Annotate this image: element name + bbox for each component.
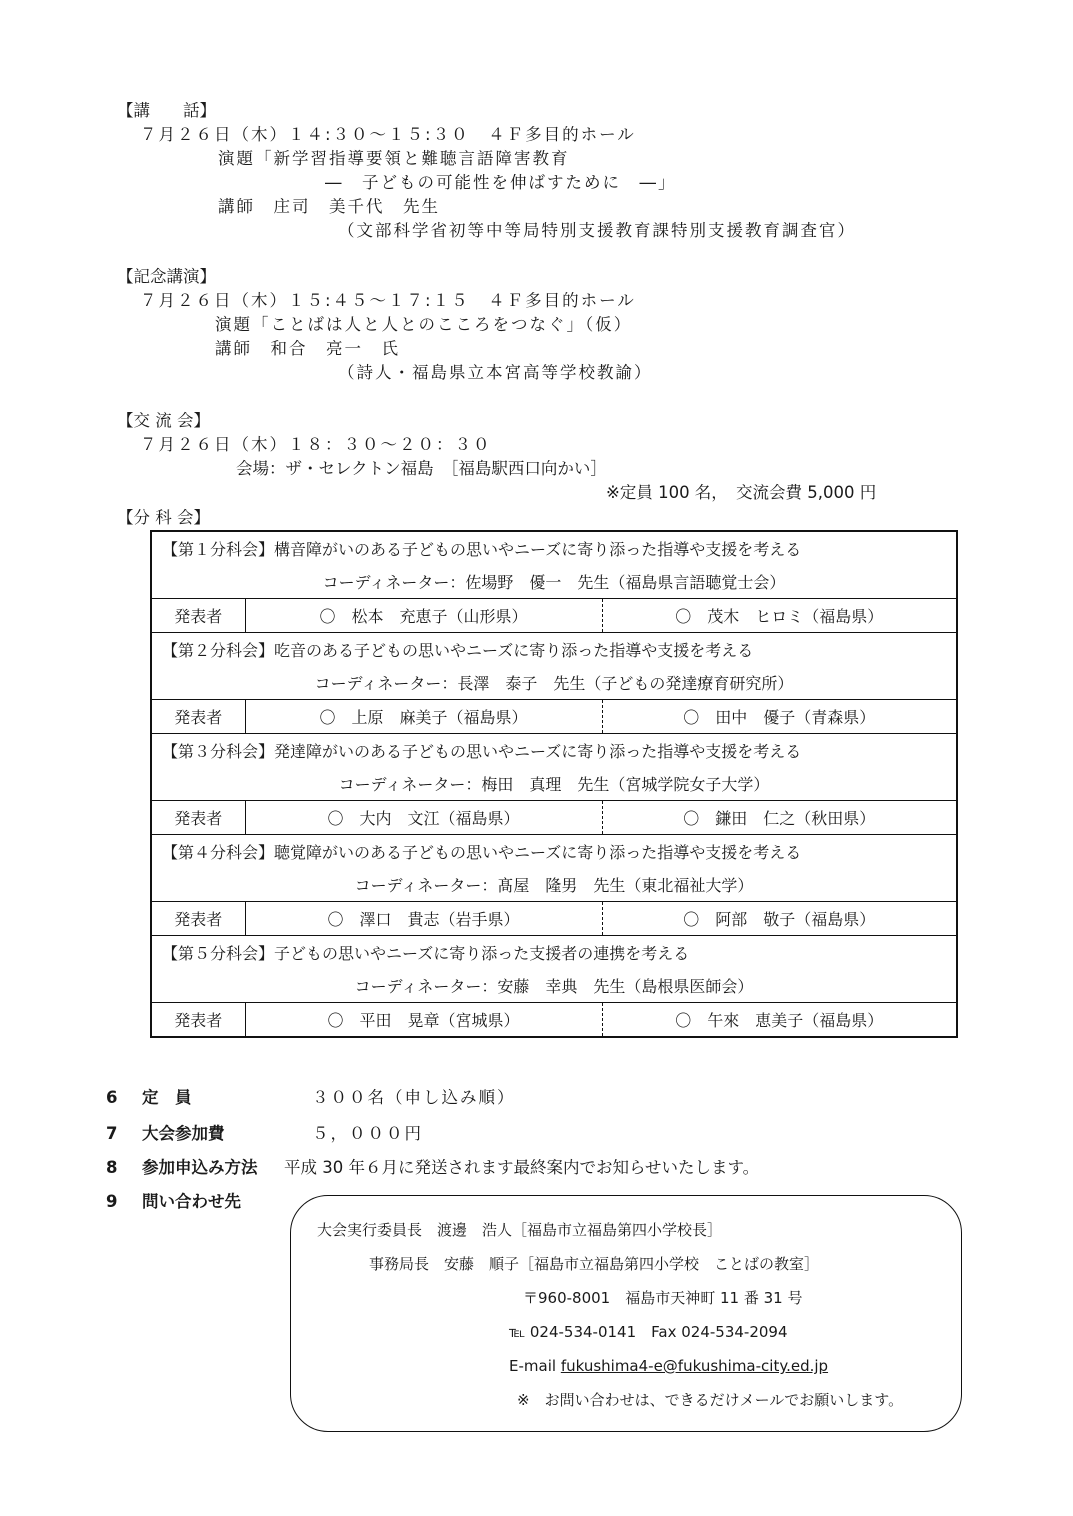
exchange-heading: 【交 流 会】 bbox=[117, 411, 210, 430]
contact-note: ※ お問い合わせは、できるだけメールでお願いします。 bbox=[517, 1391, 904, 1409]
presenter-2: 〇 田中 優子（青森県） bbox=[602, 700, 957, 734]
exchange-note: ※定員 100 名， 交流会費 5,000 円 bbox=[606, 483, 877, 502]
email-label: E-mail bbox=[509, 1357, 557, 1375]
item-7-label: 大会参加費 bbox=[142, 1124, 225, 1143]
exchange-datetime: ７月２６日（木）１８：３０～２０：３０ bbox=[140, 435, 492, 454]
presenter-1: 〇 澤口 貴志（岩手県） bbox=[245, 902, 602, 936]
exchange-venue: 会場：ザ・セレクトン福島 ［福島駅西口向かい］ bbox=[236, 459, 607, 478]
lecture-heading: 【講 話】 bbox=[117, 101, 216, 120]
memorial-title: 演題「ことばは人と人とのこころをつなぐ」（仮） bbox=[215, 315, 633, 334]
session-title: 【第１分科会】構音障がいのある子どもの思いやニーズに寄り添った指導や支援を考える bbox=[151, 531, 957, 565]
session-3-title-row bbox=[151, 734, 957, 768]
session-5-presenter-row bbox=[151, 1003, 957, 1038]
presenter-2: 〇 茂木 ヒロミ（福島県） bbox=[602, 599, 957, 633]
item-6-value: ３００名（申し込み順） bbox=[312, 1088, 516, 1107]
email-link[interactable]: fukushima4-e@fukushima-city.ed.jp bbox=[560, 1357, 829, 1375]
item-8-label: 参加申込み方法 bbox=[142, 1158, 258, 1177]
memorial-heading: 【記念講演】 bbox=[117, 267, 216, 286]
contact-email-line bbox=[509, 1356, 828, 1376]
lecture-title-1: 演題「新学習指導要領と難聴言語障害教育 bbox=[218, 149, 570, 168]
presenter-label: 発表者 bbox=[151, 599, 245, 633]
item-7-value: ５，０００円 bbox=[312, 1124, 423, 1143]
memorial-affiliation: （詩人・福島県立本宮高等学校教諭） bbox=[338, 363, 653, 382]
item-9-number: 9 bbox=[106, 1192, 118, 1211]
session-4-presenter-row bbox=[151, 902, 957, 936]
breakout-heading: 【分 科 会】 bbox=[117, 508, 210, 527]
contact-address: 〒960-8001 福島市天神町 11 番 31 号 bbox=[523, 1289, 803, 1307]
session-4-title-row bbox=[151, 835, 957, 869]
session-coordinator: コーディネーター：佐場野 優一 先生（福島県言語聴覚士会） bbox=[151, 565, 957, 599]
item-8-value: 平成 30 年６月に発送されます最終案内でお知らせいたします。 bbox=[284, 1158, 760, 1177]
presenter-2: 〇 午來 恵美子（福島県） bbox=[602, 1003, 957, 1038]
contact-box bbox=[290, 1195, 962, 1432]
presenter-1: 〇 平田 晃章（宮城県） bbox=[245, 1003, 602, 1038]
session-1-presenter-row bbox=[151, 599, 957, 633]
session-title: 【第２分科会】吃音のある子どもの思いやニーズに寄り添った指導や支援を考える bbox=[151, 633, 957, 667]
presenter-label: 発表者 bbox=[151, 902, 245, 936]
session-3-coordinator-row bbox=[151, 767, 957, 801]
session-coordinator: コーディネーター：安藤 幸典 先生（島根県医師会） bbox=[151, 969, 957, 1003]
lecture-title-2: ― 子どもの可能性を伸ばすために ―」 bbox=[325, 173, 677, 192]
session-title: 【第４分科会】聴覚障がいのある子どもの思いやニーズに寄り添った指導や支援を考える bbox=[151, 835, 957, 869]
session-2-coordinator-row bbox=[151, 666, 957, 700]
memorial-speaker: 講師 和合 亮一 氏 bbox=[215, 339, 400, 358]
presenter-label: 発表者 bbox=[151, 1003, 245, 1038]
session-3-presenter-row bbox=[151, 801, 957, 835]
breakout-table bbox=[150, 530, 958, 1038]
session-title: 【第３分科会】発達障がいのある子どもの思いやニーズに寄り添った指導や支援を考える bbox=[151, 734, 957, 768]
session-5-title-row bbox=[151, 936, 957, 970]
contact-secretary: 事務局長 安藤 順子［福島市立福島第四小学校 ことばの教室］ bbox=[369, 1255, 820, 1273]
session-coordinator: コーディネーター：梅田 真理 先生（宮城学院女子大学） bbox=[151, 767, 957, 801]
session-2-title-row bbox=[151, 633, 957, 667]
presenter-label: 発表者 bbox=[151, 700, 245, 734]
contact-chair: 大会実行委員長 渡邊 浩人［福島市立福島第四小学校長］ bbox=[317, 1221, 723, 1239]
session-2-presenter-row bbox=[151, 700, 957, 734]
session-4-coordinator-row bbox=[151, 868, 957, 902]
presenter-1: 〇 上原 麻美子（福島県） bbox=[245, 700, 602, 734]
lecture-datetime: ７月２６日（木）１４:３０～１５:３０ ４Ｆ多目的ホール bbox=[140, 125, 636, 144]
session-1-coordinator-row bbox=[151, 565, 957, 599]
presenter-label: 発表者 bbox=[151, 801, 245, 835]
session-1-title-row bbox=[151, 531, 957, 565]
presenter-2: 〇 阿部 敬子（福島県） bbox=[602, 902, 957, 936]
presenter-1: 〇 松本 充恵子（山形県） bbox=[245, 599, 602, 633]
session-5-coordinator-row bbox=[151, 969, 957, 1003]
item-9-label: 問い合わせ先 bbox=[142, 1192, 241, 1211]
item-8-number: 8 bbox=[106, 1158, 118, 1177]
session-coordinator: コーディネーター：髙屋 隆男 先生（東北福祉大学） bbox=[151, 868, 957, 902]
contact-phone: ℡ 024-534-0141 Fax 024-534-2094 bbox=[509, 1323, 788, 1341]
session-title: 【第５分科会】子どもの思いやニーズに寄り添った支援者の連携を考える bbox=[151, 936, 957, 970]
item-6-label: 定 員 bbox=[142, 1088, 192, 1107]
lecture-speaker: 講師 庄司 美千代 先生 bbox=[218, 197, 440, 216]
item-7-number: 7 bbox=[106, 1124, 118, 1143]
item-6-number: 6 bbox=[106, 1088, 118, 1107]
presenter-1: 〇 大内 文江（福島県） bbox=[245, 801, 602, 835]
session-coordinator: コーディネーター：長澤 泰子 先生（子どもの発達療育研究所） bbox=[151, 666, 957, 700]
lecture-affiliation: （文部科学省初等中等局特別支援教育課特別支援教育調査官） bbox=[338, 221, 856, 240]
memorial-datetime: ７月２６日（木）１５:４５～１７:１５ ４Ｆ多目的ホール bbox=[140, 291, 636, 310]
presenter-2: 〇 鎌田 仁之（秋田県） bbox=[602, 801, 957, 835]
